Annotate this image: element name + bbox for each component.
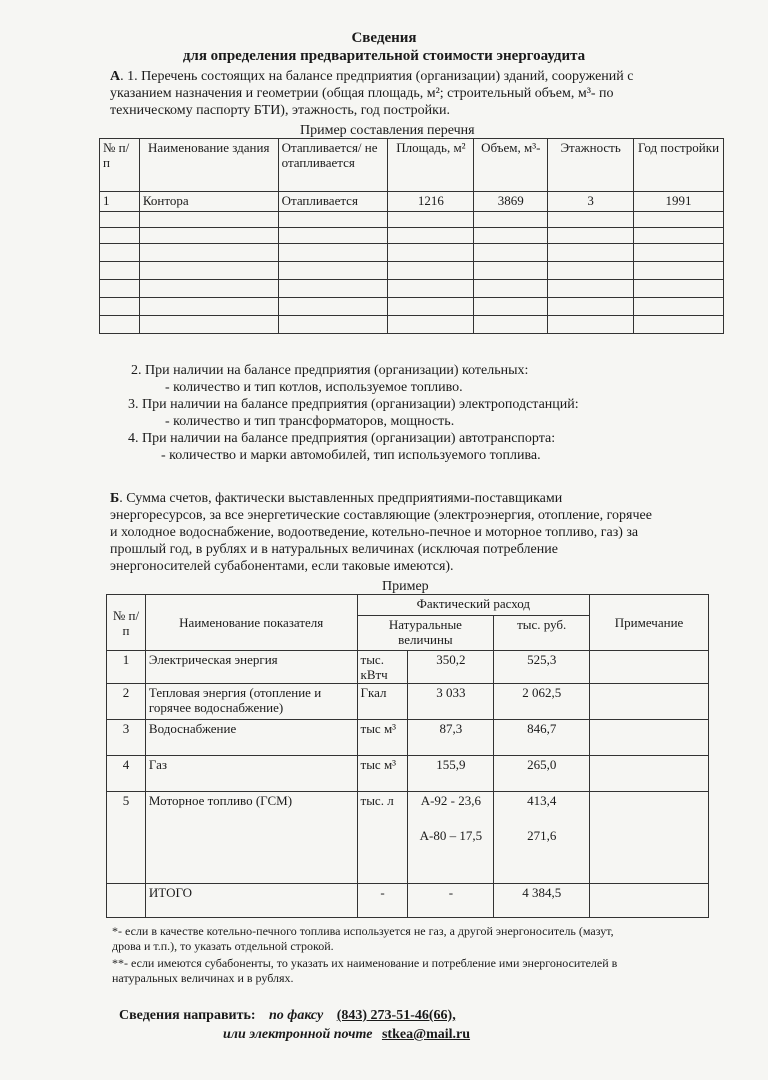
email-link[interactable]: stkea@mail.ru: [381, 1027, 471, 1042]
items-list: [128, 362, 731, 464]
example-caption-a: Пример составления перечня: [300, 123, 475, 138]
table-row: [107, 756, 709, 792]
header-cell: тыс. руб.: [494, 616, 590, 651]
cell: Электрическая энергия: [145, 651, 357, 684]
cell: [107, 884, 146, 918]
footnotes: [112, 924, 722, 986]
section-a-letter: А: [110, 69, 121, 84]
cell: тыс м³: [357, 756, 408, 792]
cell: 3: [107, 720, 146, 756]
cell: -: [357, 884, 408, 918]
table-row: [107, 792, 709, 884]
footnote-line: *- если в качестве котельно-печного топлива используется не газ, а другой энергоноситель (мазут,: [112, 924, 614, 938]
table-header-row: [100, 139, 724, 192]
table-row: [107, 720, 709, 756]
cell: тыс. кВтч: [357, 651, 408, 684]
cell: Гкал: [357, 684, 408, 720]
footnote-line: натуральных величинах и в рублях.: [112, 971, 294, 985]
header-cell: Объем, м³-: [474, 139, 548, 192]
cell: [408, 792, 494, 884]
cell: -: [408, 884, 494, 918]
table-header-row: [107, 595, 709, 616]
fax-number: (843) 273-51-46(66),: [336, 1008, 456, 1023]
section-b-line: и холодное водоснабжение, водоотведение, котельно-печное и моторное топливо, газ) за: [110, 525, 639, 540]
cell: 3 033: [408, 684, 494, 720]
cell: 3: [548, 192, 634, 212]
empty-row: [100, 244, 724, 262]
header-cell: Натуральные величины: [357, 616, 494, 651]
cell: [590, 756, 709, 792]
header-cell: Площадь, м²: [388, 139, 474, 192]
header-cell: № п/п: [107, 595, 146, 651]
cell: 4: [107, 756, 146, 792]
cell: 2 062,5: [494, 684, 590, 720]
section-b-line: энергоресурсов, за все энергетические составляющие (электроэнергия, отопление, горячее: [110, 508, 652, 523]
cell: 4 384,5: [494, 884, 590, 918]
cell: 1: [100, 192, 140, 212]
fax-label: по факсу: [269, 1008, 324, 1023]
fuel-a92-rub: 413,4: [527, 793, 557, 808]
cell: [494, 792, 590, 884]
header-cell: Отапливается/ не отапливается: [278, 139, 388, 192]
section-a-line: . 1. Перечень состоящих на балансе предприятия (организации) зданий, сооружений с: [120, 69, 634, 84]
table-row: [100, 192, 724, 212]
cell: [590, 884, 709, 918]
list-item: 4. При наличии на балансе предприятия (организации) автотранспорта:: [128, 431, 556, 446]
empty-row: [100, 280, 724, 298]
list-item: - количество и тип трансформаторов, мощность.: [165, 414, 455, 429]
cell: 1216: [388, 192, 474, 212]
section-b-line: прошлый год, в рублях и в натуральных величинах (исключая потребление: [110, 542, 558, 557]
cell: 265,0: [494, 756, 590, 792]
total-row: [107, 884, 709, 918]
cell: тыс. л: [357, 792, 408, 884]
fuel-a92: А-92 - 23,6: [420, 793, 482, 808]
list-item: - количество и тип котлов, используемое топливо.: [165, 380, 463, 395]
list-item: - количество и марки автомобилей, тип используемого топлива.: [161, 448, 541, 463]
cell: Тепловая энергия (отопление и горячее водоснабжение): [145, 684, 357, 720]
email-label: или электронной почте: [223, 1027, 373, 1042]
header-cell: Наименование показателя: [145, 595, 357, 651]
empty-row: [100, 228, 724, 244]
footnote-line: **- если имеются субабоненты, то указать их наименование и потребление ими энергоносителей в: [112, 956, 618, 970]
cell: Водоснабжение: [145, 720, 357, 756]
send-label: Сведения направить:: [119, 1008, 256, 1023]
cell: 155,9: [408, 756, 494, 792]
cell: [590, 684, 709, 720]
list-item: 2. При наличии на балансе предприятия (организации) котельных:: [131, 363, 529, 378]
section-b-line: . Сумма счетов, фактически выставленных предприятиями-поставщиками: [119, 491, 563, 506]
section-b-text: [110, 490, 730, 575]
empty-row: [100, 212, 724, 228]
header-cell: Фактический расход: [357, 595, 590, 616]
cell: 5: [107, 792, 146, 884]
header-cell: Этажность: [548, 139, 634, 192]
footnote-line: дрова и т.п.), то указать отдельной строкой.: [112, 939, 334, 953]
empty-row: [100, 262, 724, 280]
cell: тыс м³: [357, 720, 408, 756]
cell: 1: [107, 651, 146, 684]
cell: [590, 792, 709, 884]
cell: 846,7: [494, 720, 590, 756]
cell: Отапливается: [278, 192, 388, 212]
cell: Газ: [145, 756, 357, 792]
cell: Моторное топливо (ГСМ): [145, 792, 357, 884]
table-row: [107, 684, 709, 720]
fuel-a80-rub: 271,6: [527, 828, 557, 843]
header-cell: Год постройки: [634, 139, 724, 192]
doc-title: Сведения: [351, 30, 417, 46]
table-row: [107, 651, 709, 684]
cell: [590, 651, 709, 684]
section-b-line: энергоносителей субабонентами, если таковые имеются).: [110, 559, 454, 574]
header-cell: Примечание: [590, 595, 709, 651]
section-a-line: указанием назначения и геометрии (общая площадь, м²; строительный объем, м³- по: [110, 86, 614, 101]
cell: ИТОГО: [145, 884, 357, 918]
fuel-a80: А-80 – 17,5: [419, 828, 483, 843]
cell: 1991: [634, 192, 724, 212]
cell: Контора: [139, 192, 278, 212]
cell: 87,3: [408, 720, 494, 756]
list-item: 3. При наличии на балансе предприятия (организации) электроподстанций:: [128, 397, 579, 412]
doc-subtitle: для определения предварительной стоимости энергоаудита: [182, 48, 586, 64]
section-a-line: техническому паспорту БТИ), этажность, год постройки.: [110, 103, 450, 118]
empty-row: [100, 316, 724, 334]
empty-row: [100, 298, 724, 316]
buildings-table: [99, 138, 724, 334]
header-cell: Наименование здания: [139, 139, 278, 192]
cell: 3869: [474, 192, 548, 212]
cell: 2: [107, 684, 146, 720]
expenses-table: [106, 594, 709, 918]
section-a-intro: [110, 68, 730, 119]
example-caption-b: Пример: [382, 579, 429, 594]
cell: [590, 720, 709, 756]
cell: 350,2: [408, 651, 494, 684]
send-block: [119, 1007, 719, 1043]
section-b-letter: Б: [110, 491, 120, 506]
cell: 525,3: [494, 651, 590, 684]
header-cell: № п/п: [100, 139, 140, 192]
